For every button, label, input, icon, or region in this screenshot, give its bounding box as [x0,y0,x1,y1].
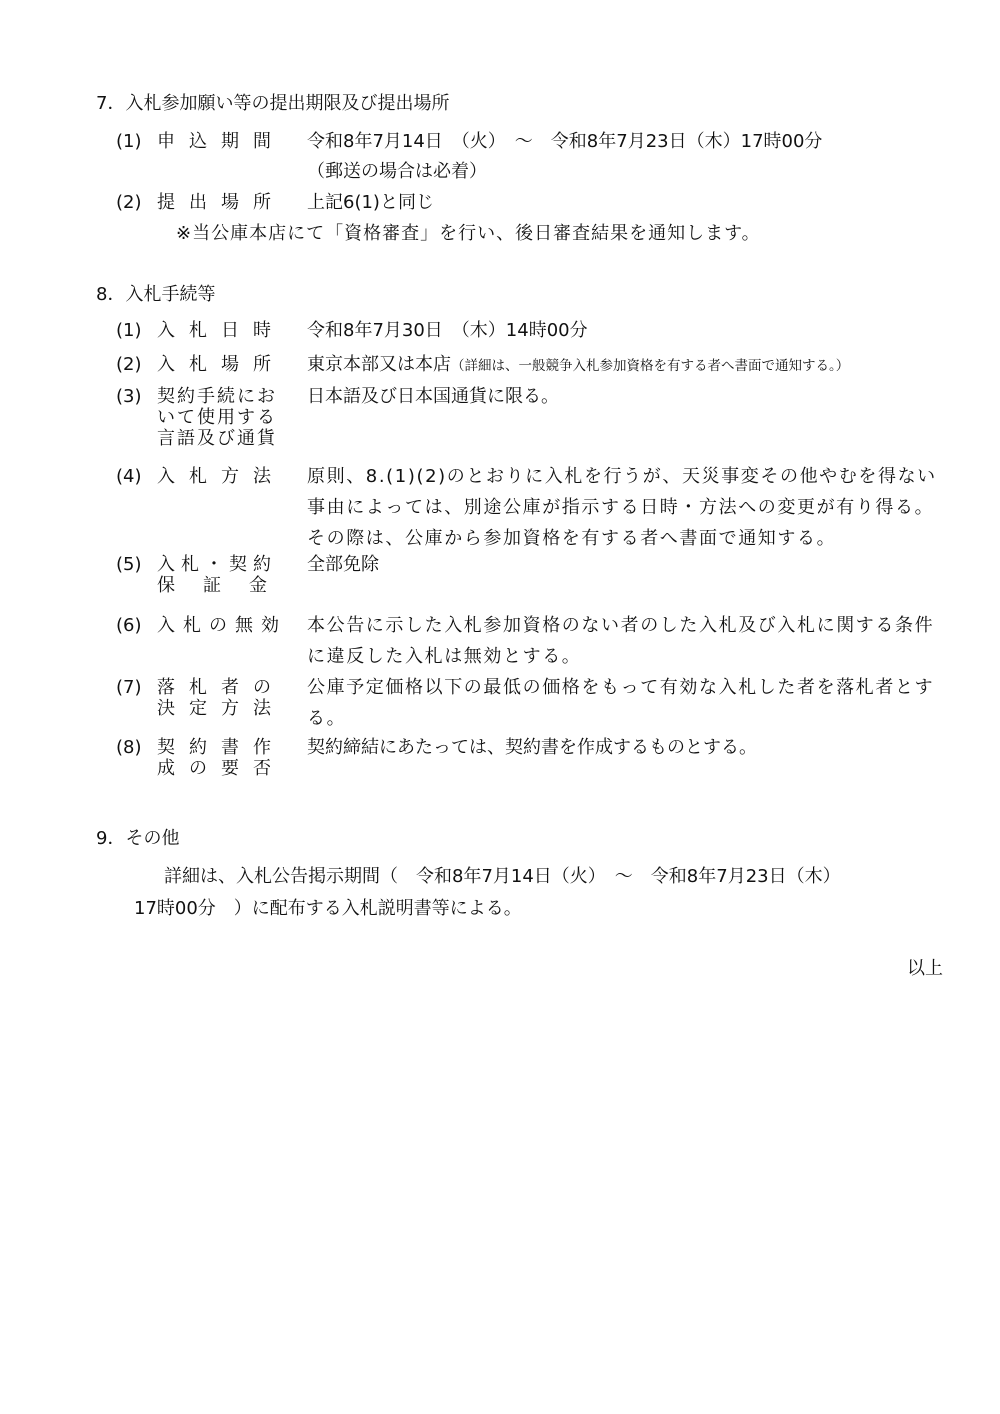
item-7-1-note: （郵送の場合は必着） [307,161,487,182]
item-8-4-label: 入札方法 [157,466,285,487]
item-7-1-value: 令和8年7月14日 （火） ～ 令和8年7月23日（木）17時00分 [307,131,823,152]
section-8-heading: 8．入札手続等 [96,284,216,305]
item-8-7-number: (7) [116,677,142,698]
item-8-6-value: 本公告に示した入札参加資格のない者のした入札及び入札に関する条件に違反した入札は無効とする。 [307,615,935,667]
item-8-3-number: (3) [116,386,142,407]
item-8-2-value-main: 東京本部又は本店 [307,354,451,375]
item-8-4-number: (4) [116,466,142,487]
item-8-2-value [307,354,849,377]
item-8-5-number: (5) [116,554,142,575]
item-8-3-label-line3: 言語及び通貨 [157,428,277,449]
item-8-1-label: 入札日時 [157,320,285,341]
item-8-5-label-line2: 保証金 [157,575,295,596]
item-8-2-label: 入札場所 [157,354,285,375]
item-8-8-value: 契約締結にあたっては、契約書を作成するものとする。 [307,737,757,758]
item-8-8-label-line2: 成の要否 [157,758,285,779]
section-9-text-line1: 詳細は、入札公告掲示期間（ 令和8年7月14日（火） ～ 令和8年7月23日（木） [164,866,841,887]
item-7-2-number: (2) [116,192,142,213]
item-8-2-number: (2) [116,354,142,375]
item-8-5-label-line1: 入札・契約 [157,554,277,575]
item-8-6-number: (6) [116,615,142,636]
item-8-8-label-line1: 契約書作 [157,737,285,758]
item-8-6-label: 入札の無効 [157,615,287,636]
section-7-heading: 7．入札参加願い等の提出期限及び提出場所 [96,93,450,114]
item-8-7-label-line2: 決定方法 [157,698,285,719]
item-8-5-value: 全部免除 [307,554,379,575]
section-9-text-line2: 17時00分 ）に配布する入札説明書等による。 [134,898,522,919]
item-8-1-value: 令和8年7月30日 （木）14時00分 [307,320,588,341]
item-8-3-label-line2: いて使用する [157,407,277,428]
item-7-2-value: 上記6(1)と同じ [307,192,434,213]
item-8-1-number: (1) [116,320,142,341]
item-7-1-number: (1) [116,131,142,152]
item-8-8-number: (8) [116,737,142,758]
item-7-1-label: 申込期間 [157,131,285,152]
item-8-3-value: 日本語及び日本国通貨に限る。 [307,386,559,407]
item-7-2-label: 提出場所 [157,192,285,213]
section-9-heading: 9．その他 [96,828,180,849]
item-8-7-label-line1: 落札者の [157,677,285,698]
item-7-2-note: ※当公庫本店にて「資格審査」を行い、後日審査結果を通知します。 [176,223,761,244]
closing-text: 以上 [907,958,943,979]
item-8-4-value: 原則、8.(1)(2)のとおりに入札を行うが、天災事変その他やむを得ない事由によっては、別途公庫が指示する日時・方法への変更が有り得る。その際は、公庫から参加資格を有する者へ書面で通知する。 [307,466,937,549]
item-8-7-value: 公庫予定価格以下の最低の価格をもって有効な入札した者を落札者とする。 [307,677,935,729]
item-8-3-label-line1: 契約手続にお [157,386,277,407]
item-8-2-value-detail: （詳細は、一般競争入札参加資格を有する者へ書面で通知する。） [451,358,850,374]
